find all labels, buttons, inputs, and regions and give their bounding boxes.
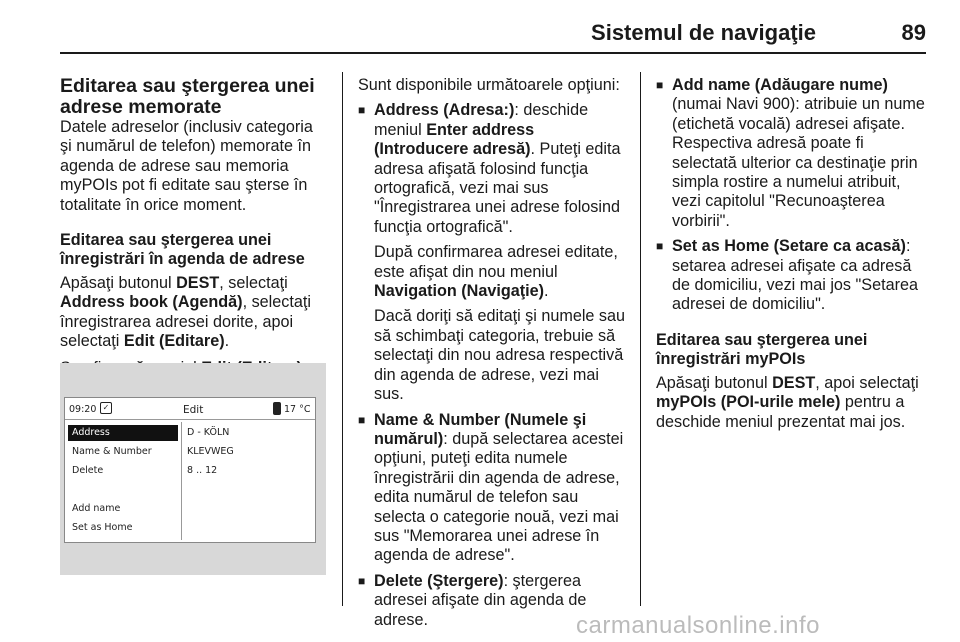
option-name-number: ■ Name & Number (Numele şi numărul): după selectarea acestei opţiuni, puteţi edita numele înregistrării din agenda de adrese, edita numărul de telefon sau selecta o categorie nouă, vezi mai sus "Memorarea unei adrese în agenda de adrese". (358, 411, 628, 566)
page-header (60, 14, 926, 50)
option-address-note: Dacă doriţi să editaţi şi numele sau să schimbaţi categoria, trebuie să selectaţi din nou adresa respectivă din agenda de adrese, vezi mai sus. (374, 307, 626, 404)
screen-divider (181, 422, 182, 540)
section-heading: Editarea sau ştergerea unei adrese memorate (60, 75, 315, 118)
option-add-name: ■ Add name (Adăugare nume) (numai Navi 900): atribuie un nume (etichetă vocală) adresei afişate. Respectiva adresă poate fi selectată ulterior ca destinaţie prin simpla rostire a numelui atribuit, vezi capitolul "Recunoaşterea vorbirii". (656, 76, 928, 231)
intro-paragraph: Datele adreselor (inclusiv categoria şi numărul de telefon) memorate în agenda de adrese sau memoria myPOIs pot fi editate sau şterse în totalitate în orice moment. (60, 118, 313, 214)
mypois-paragraph: Apăsaţi butonul DEST, apoi selectaţi myPOIs (POI-urile mele) pentru a deschide meniul prezentat mai jos. (656, 373, 919, 431)
menu-item-name-number[interactable]: Name & Number (72, 446, 152, 457)
page-number: 89 (901, 20, 926, 45)
address-street: KLEVWEG (187, 446, 234, 457)
option-address: ■ Address (Adresa:): deschide meniul Enter address (Introducere adresă). Puteţi edita adresa afişată folosind funcţia ortografică, vezi mai sus "Înregistrarea unei adrese folosind funcţia ortografică". (358, 101, 628, 237)
column-2 (358, 76, 628, 636)
screen-title: Edit (183, 404, 204, 416)
menu-item-address[interactable]: Address (68, 425, 178, 441)
screen-temperature: 17 °C (284, 404, 311, 415)
header-title: Sistemul de navigaţie (591, 20, 816, 45)
watermark: carmanualsonline.info (576, 612, 820, 639)
menu-item-add-name[interactable]: Add name (72, 503, 121, 514)
menu-item-set-home[interactable]: Set as Home (72, 522, 133, 533)
option-set-home: ■ Set as Home (Setare ca acasă): setarea adresei afişate ca adresă de domiciliu, vezi mai jos "Setarea adresei de domiciliu". (656, 237, 928, 315)
mypois-subheading: Editarea sau ştergerea unei înregistrări myPOIs (656, 330, 868, 369)
column-divider-2 (640, 72, 641, 606)
thermometer-icon (273, 402, 281, 415)
column-divider-1 (342, 72, 343, 606)
option-delete: ■ Delete (Ştergere): ştergerea adresei afişate din agenda de adrese. (358, 572, 628, 630)
option-address-confirm: După confirmarea adresei editate, este afişat din nou meniul Navigation (Navigaţie). (374, 243, 618, 301)
instruction-paragraph: Apăsaţi butonul DEST, selectaţi Address book (Agendă), selectaţi înregistrarea adresei dorite, apoi selectaţi Edit (Editare). (60, 273, 311, 351)
header-rule (60, 52, 926, 54)
column-3 (656, 76, 928, 440)
options-intro: Sunt disponibile următoarele opţiuni: (358, 76, 620, 94)
address-city: D - KÖLN (187, 427, 230, 438)
column-1 (60, 76, 328, 387)
address-number: 8 .. 12 (187, 465, 218, 476)
display-screen (64, 397, 316, 543)
subheading: Editarea sau ştergerea unei înregistrări în agenda de adrese (60, 231, 305, 269)
screen-time: 09:20 (69, 404, 97, 415)
screen-status-bar (65, 398, 315, 420)
clock-icon: ✓ (100, 402, 112, 414)
menu-item-delete[interactable]: Delete (72, 465, 104, 476)
